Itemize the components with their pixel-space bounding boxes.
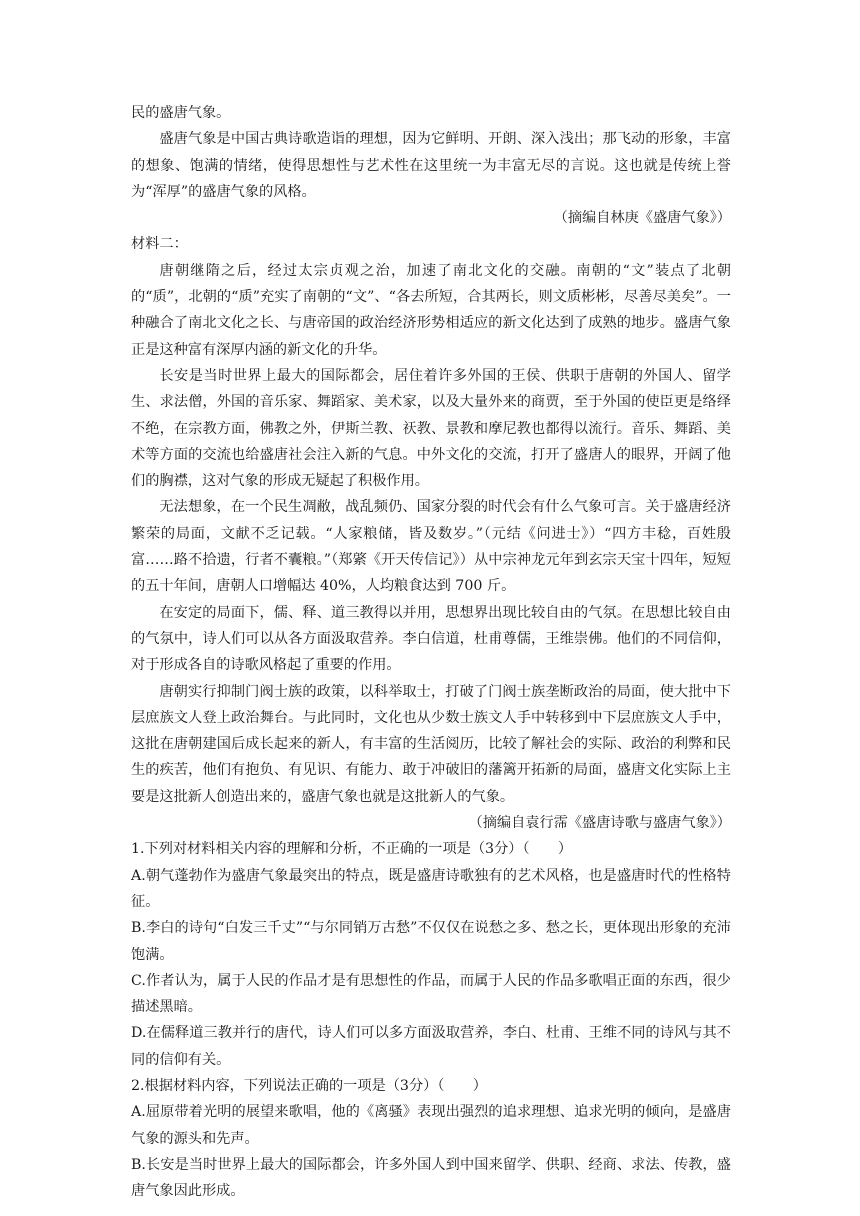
question-1-option-c: C.作者认为，属于人民的作品才是有思想性的作品，而属于人民的作品多歌唱正面的东西，很少描述黑暗。	[131, 972, 731, 1016]
question-1: 1.下列对材料相关内容的理解和分析，不正确的一项是（3分）（ ）	[131, 841, 573, 858]
paragraph: 盛唐气象是中国古典诗歌造诣的理想，因为它鲜明、开朗、深入浅出；那飞动的形象，丰富的想象、饱满的情绪，使得思想性与艺术性在这里统一为丰富无尽的言说。这也就是传统上誉为“浑厚”的盛唐气象的风格。	[131, 131, 731, 200]
paragraph: 无法想象，在一个民生凋敝，战乱频仍、国家分裂的时代会有什么气象可言。关于盛唐经济繁荣的局面，文献不乏记载。“人家粮储，皆及数岁。”（元结《问进士》）“四方丰稔，百姓殷富……路不拾遗，行者不囊粮。”（郑綮《开天传信记》）从中宗神龙元年到玄宗天宝十四年，短短的五十年间，唐朝人口增幅达 40%，人均粮食达到 700 斤。	[131, 499, 731, 595]
question-1-option-d: D.在儒释道三教并行的唐代，诗人们可以多方面汲取营养，李白、杜甫、王维不同的诗风与其不同的信仰有关。	[131, 1025, 731, 1068]
paragraph-continued: 民的盛唐气象。	[131, 105, 231, 121]
paragraph: 长安是当时世界上最大的国际都会，居住着许多外国的王侯、供职于唐朝的外国人、留学生、求法僧，外国的音乐家、舞蹈家、美术家，以及大量外来的商贾，至于外国的使臣更是络绎不绝，在宗教方面，佛教之外，伊斯兰教、祆教、景教和摩尼教也都得以流行。音乐、舞蹈、美术等方面的交流也给盛唐社会注入新的气息。中外文化的交流，打开了盛唐人的眼界，开阔了他们的胸襟，这对气象的形成无疑起了积极作用。	[131, 367, 731, 490]
question-2: 2.根据材料内容，下列说法正确的一项是（3分）（ ）	[131, 1077, 487, 1094]
question-1-option-b: B.李白的诗句“白发三千丈”“与尔同销万古愁”不仅仅在说愁之多、愁之长，更体现出形象的充沛饱满。	[131, 920, 731, 963]
paragraph: 在安定的局面下，儒、释、道三教得以并用，思想界出现比较自由的气氛。在思想比较自由的气氛中，诗人们可以从各方面汲取营养。李白信道，杜甫尊儒，王维崇佛。他们的不同信仰，对于形成各自的诗歌风格起了重要的作用。	[131, 604, 731, 674]
material-label: 材料二：	[131, 236, 188, 253]
document-page	[131, 100, 731, 1204]
question-2-option-b: B.长安是当时世界上最大的国际都会，许多外国人到中国来留学、供职、经商、求法、传教，盛唐气象因此形成。	[131, 1156, 731, 1200]
question-2-option-a: A.屈原带着光明的展望来歌唱，他的《离骚》表现出强烈的追求理想、追求光明的倾向，是盛唐气象的源头和先声。	[131, 1104, 731, 1147]
question-1-option-a: A.朝气蓬勃作为盛唐气象最突出的特点，既是盛唐诗歌独有的艺术风格，也是盛唐时代的性格特征。	[131, 867, 731, 910]
paragraph: 唐朝继隋之后，经过太宗贞观之治，加速了南北文化的交融。南朝的“文”装点了北朝的“质”，北朝的“质”充实了南朝的“文”、“各去所短，合其两长，则文质彬彬，尽善尽美矣”。一种融合了南北文化之长、与唐帝国的政治经济形势相适应的新文化达到了成熟的地步。盛唐气象正是这种富有深厚内涵的新文化的升华。	[131, 262, 731, 358]
source-citation: （摘编自袁行霈《盛唐诗歌与盛唐气象》）	[468, 815, 731, 832]
source-citation: （摘编自林庚《盛唐气象》）	[553, 210, 731, 227]
paragraph: 唐朝实行抑制门阀士族的政策，以科举取士，打破了门阀士族垄断政治的局面，使大批中下层庶族文人登上政治舞台。与此同时，文化也从少数士族文人手中转移到中下层庶族文人手中，这批在唐朝建国后成长起来的新人，有丰富的生活阅历，比较了解社会的实际、政治的利弊和民生的疾苦，他们有抱负、有见识、有能力、敢于冲破旧的藩篱开拓新的局面，盛唐文化实际上主要是这批新人创造出来的，盛唐气象也就是这批新人的气象。	[131, 683, 731, 805]
